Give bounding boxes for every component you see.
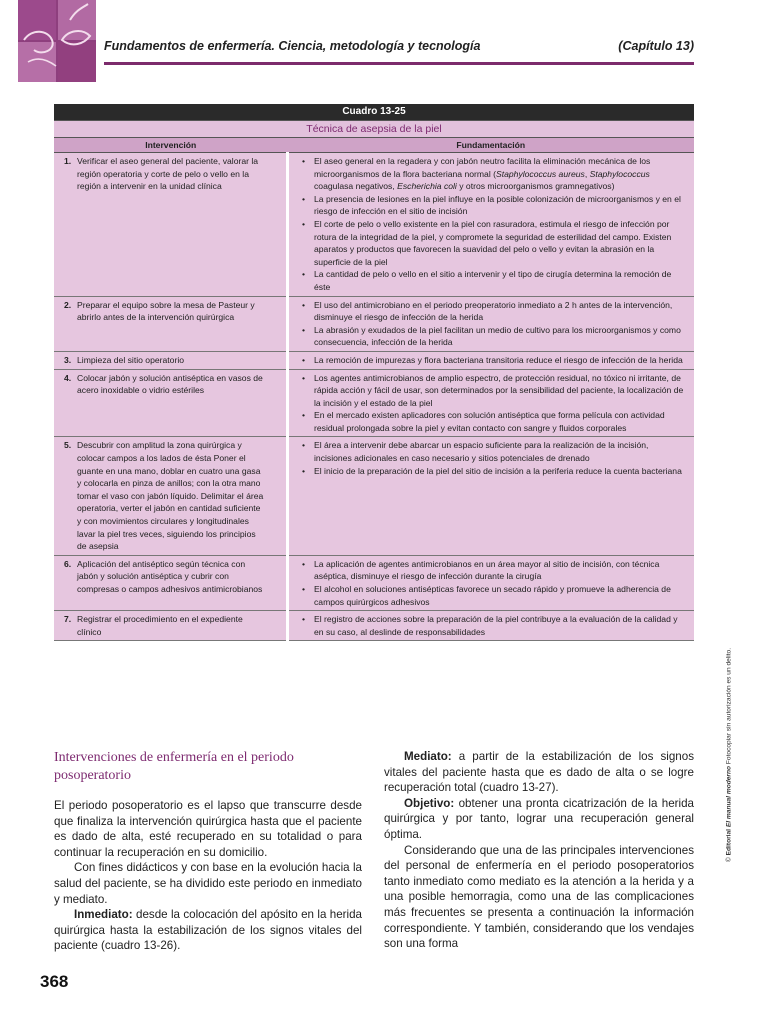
table-row [54,153,694,297]
rationale-list [301,439,686,477]
paragraph: Con fines didácticos y con base en la evolución hacia la salud del paciente, se ha dividido este periodo en inmediato y mediato. [54,861,362,906]
intervention-text: Descubrir con amplitud la zona quirúrgica y colocar campos a los lados de ésta Poner el guante en una mano, doblar en cuatro una gasa y colocarla en pinza de anillos; con la otra mano tomar el vaso con jabón líquido. Delimitar el área operatoria, verter el jabón en cantidad suficiente y con movimientos circulares y longitudinales lavar la piel tres veces, siguiendo los principios de asepsia [77,440,264,552]
step-number: 7. [64,614,72,625]
term-label: Mediato: [404,750,452,763]
rationale-item: • Los agentes antimicrobianos de amplio espectro, de protección residual, no tóxico ni irritante, de rápida acción y fácil de usar, son determinados por la sensibilidad del paciente, la localización de la incisión y el estado de la piel [314,372,686,410]
rationale-cell [288,369,695,437]
rationale-list [301,155,686,294]
rationale-cell [288,296,695,351]
rationale-list [301,354,686,367]
rationale-item: • El aseo general en la regadera y con jabón neutro facilita la eliminación mecánica de los microorganismos de la flora bacteriana normal (Staphylococcus aureus, Staphylococcus coagulasa negativos, Escherichia coli y otros microorganismos gramnegativos) [314,155,686,193]
publisher-logo [18,0,96,82]
step-number: 2. [64,299,72,310]
paragraph-text: desde la colocación del apósito en la herida quirúrgica hasta la estabilización de los signos vitales del paciente (cuadro 13-26). [54,908,362,953]
paragraph-text: a partir de la estabilización de los signos vitales del paciente hasta que es dado de alta o se logre recuperación total (cuadro 13-27). [384,750,694,795]
intervention-cell [54,296,288,351]
intervention-text: Registrar el procedimiento en el expediente clínico [77,614,243,637]
table-row [54,351,694,369]
rationale-item: • La abrasión y exudados de la piel facilitan un medio de cultivo para los microorganismos y como consecuencia, infección de la herida [314,324,686,349]
step-number: 5. [64,440,72,451]
paragraph: Considerando que una de las principales intervenciones del personal de enfermería en el periodo posoperatorios tanto inmediato como mediato es la atención a la herida y a una posible hemorragia, como una de las complicaciones más frecuentes se presenta a continuación la información correspondiente. Y también, considerando que los vendajes son una forma [384,843,694,951]
rationale-list [301,299,686,349]
rationale-item: • El alcohol en soluciones antisépticas favorece un secado rápido y promueve la adherencia de campos quirúrgicos adhesivos [314,583,686,608]
rationale-item: • El área a intervenir debe abarcar un espacio suficiente para la realización de la incisión, incisiones adicionales en caso necesario y sitios potenciales de drenado [314,439,686,464]
rationale-cell [288,153,695,297]
rationale-item: • El uso del antimicrobiano en el periodo preoperatorio inmediato a 2 h antes de la intervención, disminuye el riesgo de infección de la herida [314,299,686,324]
intervention-text: Preparar el equipo sobre la mesa de Pasteur y abrirlo antes de la intervención quirúrgica [77,299,255,323]
intervention-cell [54,555,288,610]
logo-ornament-icon [18,0,96,82]
intervention-text: Colocar jabón y solución antiséptica en vasos de acero inoxidable o vidrio estériles [77,372,263,396]
intervention-cell [54,437,288,555]
table-body [54,153,694,641]
rationale-list [301,372,686,435]
rationale-list [301,558,686,608]
rationale-cell [288,611,695,641]
asepsis-table [54,104,694,641]
paragraph [384,749,694,796]
rationale-list [301,613,686,638]
rationale-cell [288,437,695,555]
column-header-intervention: Intervención [54,138,288,153]
header-rule [104,62,694,65]
column-header-rationale: Fundamentación [288,138,695,153]
table-row [54,555,694,610]
intervention-text: Aplicación del antiséptico según técnica con jabón y solución antiséptica y cubrir con compresas o campos adhesivos antimicrobianos [77,558,263,594]
step-number: 1. [64,156,72,166]
paragraph: El periodo posoperatorio es el lapso que transcurre desde que finaliza la intervención quirúrgica hasta que el paciente es dado de alta, esté recuperado en su totalidad o para continuar la recuperación en su domicilio. [54,799,362,859]
rationale-item: • La cantidad de pelo o vello en el sitio a intervenir y el tipo de cirugía determina la remoción de éste [314,268,686,293]
paragraph [54,907,362,954]
term-label: Inmediato: [74,908,133,922]
rationale-cell [288,555,695,610]
book-title: Fundamentos de enfermería. Ciencia, metodología y tecnología [104,39,481,53]
running-header [104,39,694,53]
table-row [54,437,694,555]
rationale-item: • La remoción de impurezas y flora bacteriana transitoria reduce el riesgo de infección de la herida [314,354,686,367]
intervention-cell [54,611,288,641]
step-number: 6. [64,558,72,569]
table-subtitle: Técnica de asepsia de la piel [54,121,694,138]
table-row [54,611,694,641]
step-number: 4. [64,372,72,383]
text-column-left [54,798,362,954]
copyright-text: © Editorial El manual moderno Fotocopiar sin autorización es un delito. [725,647,733,863]
chapter-label: (Capítulo 13) [618,39,694,53]
term-label: Objetivo: [404,796,455,810]
intervention-cell [54,351,288,369]
paragraph [384,796,694,843]
intervention-cell [54,369,288,437]
paragraph-text: obtener una pronta cicatrización de la herida quirúrgica y por tanto, lograr una recuperación general óptima. [384,796,694,841]
rationale-item: • La aplicación de agentes antimicrobianos en un área mayor al sitio de incisión, con técnica aséptica, disminuye el riesgo de infección durante la cirugía [314,558,686,583]
intervention-text: Limpieza del sitio operatorio [77,354,185,365]
rationale-item: • La presencia de lesiones en la piel influye en la posible colonización de microorganismos y en el riesgo de infección en el sitio de incisión [314,193,686,218]
table-caption: Cuadro 13-25 [54,104,694,121]
rationale-cell [288,351,695,369]
rationale-item: • En el mercado existen aplicadores con solución antiséptica que forma película con actividad residual prolongada sobre la piel y evitan contacto con sangre y fluidos corporales [314,409,686,434]
text-column-right [384,749,694,952]
page-number: 368 [40,972,69,991]
table-row [54,296,694,351]
intervention-cell [54,153,288,297]
rationale-item: • El corte de pelo o vello existente en la piel con rasuradora, estimula el riesgo de infección por rotura de la integridad de la piel, y compromete la seguridad de esterilidad del campo. Existen aparatos y productos que favorecen la suavidad del pelo o vello y evitan la abrasión en la superficie de la piel [314,218,686,268]
section-title: Intervenciones de enfermería en el periodo posoperatorio [54,750,294,783]
copyright-note [722,600,736,910]
step-number: 3. [64,354,72,365]
rationale-item: • El registro de acciones sobre la preparación de la piel contribuye a la evaluación de la calidad y en su caso, al deslinde de responsabilidades [314,613,686,638]
intervention-text: Verificar el aseo general del paciente, valorar la región operatoria y corte de pelo o vello en la región a intervenir en la unidad clínica [77,156,259,192]
table-row [54,369,694,437]
rationale-item: • El inicio de la preparación de la piel del sitio de incisión a la periferia reduce la cuenta bacteriana [314,465,686,478]
